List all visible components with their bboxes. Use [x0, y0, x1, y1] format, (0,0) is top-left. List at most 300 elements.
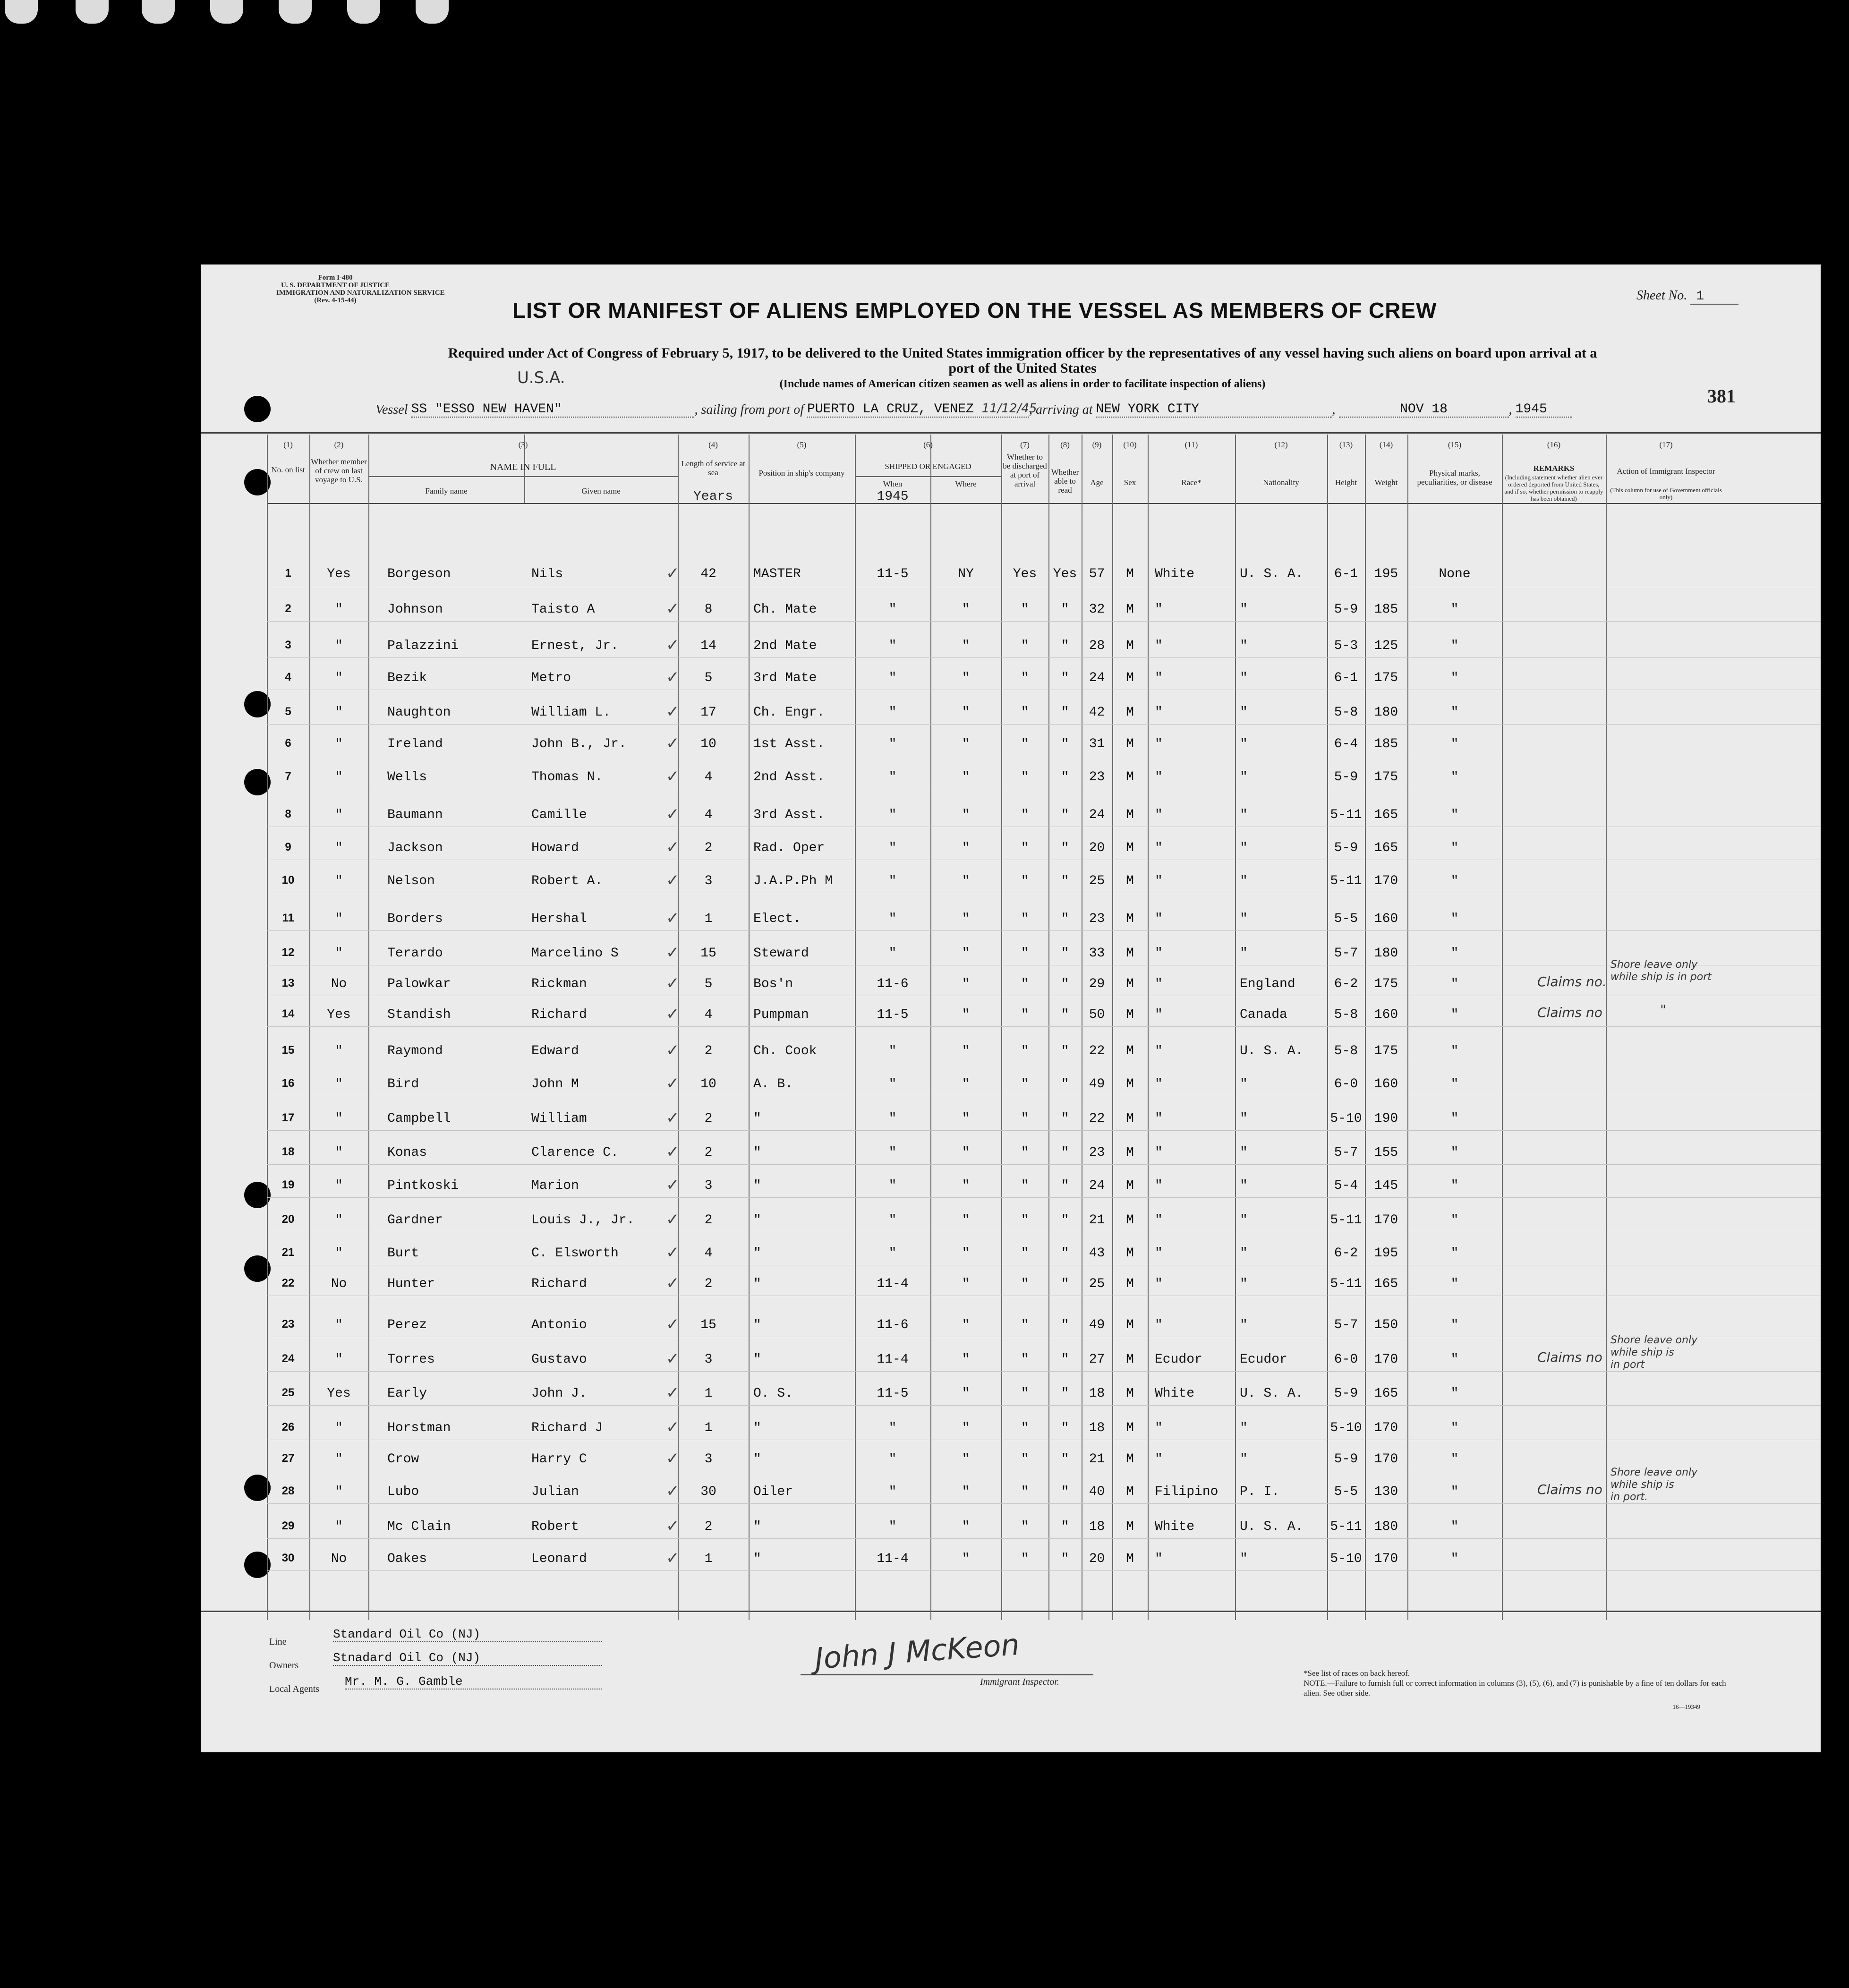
cell-family: Wells: [387, 770, 427, 785]
cell-discharged: ": [1021, 770, 1029, 785]
cell-years: 2: [704, 1044, 713, 1058]
cell-member: ": [335, 737, 343, 751]
cell-weight: 165: [1374, 808, 1398, 822]
cell-age: 24: [1089, 808, 1105, 822]
cell-years: 1: [704, 1552, 713, 1566]
cell-years: 3: [704, 1178, 713, 1193]
cell-years: 8: [704, 602, 713, 617]
cell-read: ": [1061, 1485, 1069, 1499]
cell-height: 5-7: [1334, 946, 1358, 961]
cell-physical: ": [1450, 1213, 1459, 1228]
col-where: Where: [955, 479, 977, 488]
cell-height: 5-5: [1334, 912, 1358, 926]
col-shipped: SHIPPED OR ENGAGED: [885, 462, 971, 471]
cell-where: NY: [958, 567, 974, 581]
checkmark-icon: ✓: [666, 1243, 680, 1262]
checkmark-icon: ✓: [666, 1041, 680, 1060]
cell-years: 15: [700, 946, 716, 961]
cell-weight: 130: [1374, 1485, 1398, 1499]
cell-discharged: ": [1021, 1277, 1029, 1291]
cell-no: 5: [285, 705, 291, 718]
cell-where: ": [962, 1552, 970, 1566]
cell-race: White: [1155, 1519, 1195, 1534]
cell-age: 27: [1089, 1352, 1105, 1367]
cell-when: ": [888, 841, 897, 855]
cell-height: 5-11: [1330, 808, 1362, 822]
cell-where: ": [962, 639, 970, 653]
cell-nationality: ": [1240, 737, 1248, 751]
cell-age: 21: [1089, 1452, 1105, 1467]
cell-discharged: ": [1021, 1246, 1029, 1261]
cell-height: 6-2: [1334, 977, 1358, 991]
cell-sex: M: [1126, 1007, 1134, 1022]
cell-nationality: P. I.: [1240, 1485, 1280, 1499]
cell-race: ": [1155, 1452, 1163, 1467]
cell-sex: M: [1126, 1277, 1134, 1291]
cell-where: ": [962, 1318, 970, 1332]
cell-given: Leonard: [531, 1552, 587, 1566]
cell-when: ": [888, 1111, 897, 1126]
cell-position: ": [753, 1352, 761, 1367]
cell-age: 23: [1089, 1145, 1105, 1160]
cell-years: 4: [704, 1007, 713, 1022]
cell-race: ": [1155, 1007, 1163, 1022]
manifest-sheet: Form I-480 U. S. DEPARTMENT OF JUSTICE IMMIGRATION AND NATURALIZATION SERVICE (Rev. 4-15-44) LIST OR MANIFEST OF ALIENS EMPLOYED ON THE VESSEL AS MEMBERS OF CREW Sheet No. 1 Required under Act of Congress of February 5, 1917, to be delivered to the United States immigration officer by the representatives of any vessel having such aliens on board upon arrival at a port of the United States (Include names of American citizen seamen as well as aliens in order to facilitate inspection of aliens) U.S.A. 381 Vessel SS "ESSO NEW HAVEN" , sailing from port of PUERTO LA CRUZ, VENEZ 11/12/45, arriving at NEW YORK CITY , NOV 18 , 1945 (1) (2) (3) (4) (5) (6) (7) (8) (9) (10) (11) (12) (13) (14) (15) (16) (17) No. on list Whether member of crew on last voyage to U.S. NAME IN FULL Family name Given name Length of service at sea Years Position in ship's company SHIPPED OR ENGAGED When 1945 Where Whether to be discharged at port of arrival Whether able to read Age Sex Race* Nationality Height Weight Physical marks, peculiarities, or disease REMARKS (Including statement whether alien ever ordered deported from United States, and if so, whether permission to reapply has been obtained) Action of Immigrant Inspector (This column for use of Government officials only) 1 Yes Borgeson Nils 42 MASTER 11-5 NY Yes Yes 57 M White U. S. A. 6-1 195 None ✓ 2 " Johnson Taisto A 8 Ch. Mate " " " " 32 M " " 5-9 185 " ✓ 3 " Palazzini Ernest, Jr. 14 2nd Mate " " " " 28 M " " 5-3 125 " ✓ 4 " Bezik Metro 5 3rd Mate " " " " 24 M " " 6-1 175 " ✓ 5 " Naughton William L. 17 Ch. Engr. " " " " 42 M " " 5-8 180 " ✓ 6 " Ireland John B., Jr. 10 1st Asst. " " " " 31 M " " 6-4 185 " ✓ 7 " Wells Thomas N. 4 2nd Asst. " " " " 23 M " " 5-9 175 " ✓ 8 " Baumann Camille 4 3rd Asst. " " " " 24 M " " 5-11 165 " ✓ 9 " Jackson Howard 2 Rad. Oper " " " " 20 M " " 5-9 165 " ✓ 10 " Nelson Robert A. 3 J.A.P.Ph M " " " " 25 M " " 5-11 170 " ✓ 11 " Borders Hershal 1 Elect. " " " " 23 M " " 5-5 160 " ✓ 12 " Terardo Marcelino S 15 Steward " " " " 33 M " " 5-7 180 " ✓ 13 No Palowkar Rickman 5 Bos'n 11-6 " " " 29 M " England 6-2 175 " ✓ Claims no. Shore leave only while ship is in port 14 Yes Standish Richard 4 Pumpman 11-5 " " " 50 M " Canada 5-8 160 " ✓ Claims no " 15 " Raymond Edward 2 Ch. Cook " " " " 22 M " U. S. A. 5-8 175 " ✓ 16 " Bird John M 10 A. B. " " " " 49 M " " 6-0 160 " ✓ 17 " Campbell William 2 " " " " " 22 M " " 5-10 190 " ✓ 18 " Konas Clarence C. 2 " " " " " 23 M " " 5-7 155 " ✓ 19 " Pintkoski Marion 3 " " " " " 24 M " " 5-4 145 " ✓ 20 " Gardner Louis J., Jr. 2 " " " " " 21 M " " 5-11 170 " ✓ 21 " Burt C. Elsworth 4 " " " " " 43 M " " 6-2 195 " ✓ 22 No Hunter Richard 2 " 11-4 " " " 25 M " " 5-11 165 " ✓ 23 " Perez Antonio 15 " 11-6 " " " 49 M " " 5-7 150 " ✓ 24 " Torres Gustavo 3 " 11-4 " " " 27 M Ecudor Ecudor 6-0 170 " ✓ Claims no Shore leave only while ship is in port 25 Yes Early John J. 1 O. S. 11-5 " " " 18 M White U. S. A. 5-9 165 " ✓ 26 " Horstman Richard J 1 " " " " " 18 M " " 5-10 170 " ✓ 27 " Crow Harry C 3 " " " " " 21 M " " 5-9 170 " ✓ 28 " Lubo Julian 30 Oiler " " " " 40 M Filipino P. I. 5-5 130 " ✓ Claims no Shore leave only while ship is in port. 29 " Mc Clain Robert 2 " " " " " 18 M White U. S. A. 5-11 180 " ✓ 30 No Oakes Leonard 1 " 11-4 " " " 20 M " " 5-10 170 " ✓ Line Standard Oil Co (NJ) Owners Stnadard Oil Co (NJ) Local Agents Mr. M. G. Gamble John J McKeon Immigrant Inspector. *See list of races on back hereof. NOTE.—Failure to furnish full or correct information in columns (3), (5), (6), and (7) is punishable by a fine of ten dollars for each alien. See other side. 16—19349: [201, 264, 1821, 1752]
cell-discharged: ": [1021, 639, 1029, 653]
cell-sex: M: [1126, 639, 1134, 653]
cell-discharged: ": [1021, 1485, 1029, 1499]
cell-family: Burt: [387, 1246, 419, 1261]
cell-family: Bird: [387, 1077, 419, 1092]
cell-sex: M: [1126, 946, 1134, 961]
col-nationality: Nationality: [1263, 478, 1299, 487]
cell-where: ": [962, 1246, 970, 1261]
cell-age: 18: [1089, 1421, 1105, 1435]
footnote: *See list of races on back hereof. NOTE.—Failure to furnish full or correct information in columns (3), (5), (6), and (7) is punishable by a fine of ten dollars for each alien. See other side. 16—19349: [1304, 1669, 1726, 1710]
cell-read: ": [1061, 1007, 1069, 1022]
cell-weight: 180: [1374, 946, 1398, 961]
cell-where: ": [962, 808, 970, 822]
cell-height: 5-10: [1330, 1111, 1362, 1126]
cell-member: ": [335, 808, 343, 822]
cell-given: Gustavo: [531, 1352, 587, 1367]
cell-physical: ": [1450, 737, 1459, 751]
cell-sex: M: [1126, 977, 1134, 991]
cell-where: ": [962, 1111, 970, 1126]
checkmark-icon: ✓: [666, 1143, 680, 1161]
cell-sex: M: [1126, 841, 1134, 855]
cell-weight: 180: [1374, 1519, 1398, 1534]
cell-height: 6-0: [1334, 1077, 1358, 1092]
vessel-name: SS "ESSO NEW HAVEN": [411, 402, 694, 418]
cell-race: ": [1155, 737, 1163, 751]
sheet-number: Sheet No. 1: [1636, 288, 1738, 305]
cell-when: ": [888, 671, 897, 685]
cell-discharged: ": [1021, 1111, 1029, 1126]
cell-read: ": [1061, 874, 1069, 888]
cell-height: 5-9: [1334, 1452, 1358, 1467]
cell-family: Hunter: [387, 1277, 435, 1291]
cell-when: 11-5: [877, 1007, 909, 1022]
cell-race: ": [1155, 671, 1163, 685]
cell-no: 17: [281, 1111, 295, 1124]
cell-weight: 165: [1374, 841, 1398, 855]
col-physical: Physical marks, peculiarities, or disease: [1417, 469, 1492, 486]
cell-no: 16: [281, 1077, 295, 1090]
cell-position: ": [753, 1213, 761, 1228]
cell-nationality: ": [1240, 1277, 1248, 1291]
cell-member: ": [335, 639, 343, 653]
cell-position: 3rd Asst.: [753, 808, 825, 822]
cell-when: ": [888, 770, 897, 785]
cell-nationality: ": [1240, 602, 1248, 617]
cell-member: ": [335, 1077, 343, 1092]
cell-no: 19: [281, 1178, 295, 1191]
cell-nationality: Ecudor: [1240, 1352, 1287, 1367]
cell-physical: ": [1450, 1485, 1459, 1499]
cell-family: Naughton: [387, 705, 451, 720]
cell-action: ": [1660, 1002, 1666, 1017]
cell-discharged: ": [1021, 808, 1029, 822]
cell-read: ": [1061, 602, 1069, 617]
cell-position: 2nd Mate: [753, 639, 817, 653]
cell-given: Marion: [531, 1178, 579, 1193]
cell-sex: M: [1126, 1213, 1134, 1228]
cell-race: ": [1155, 977, 1163, 991]
cell-sex: M: [1126, 874, 1134, 888]
cell-physical: ": [1450, 602, 1459, 617]
cell-nationality: ": [1240, 1318, 1248, 1332]
cell-position: ": [753, 1318, 761, 1332]
cell-sex: M: [1126, 1246, 1134, 1261]
cell-no: 10: [281, 874, 295, 887]
cell-years: 2: [704, 1519, 713, 1534]
cell-given: Taisto A: [531, 602, 595, 617]
cell-height: 5-9: [1334, 1386, 1358, 1401]
cell-position: Rad. Oper: [753, 841, 825, 855]
cell-race: ": [1155, 841, 1163, 855]
agents-value: Mr. M. G. Gamble: [345, 1674, 602, 1689]
cell-discharged: ": [1021, 1077, 1029, 1092]
col-weight: Weight: [1374, 478, 1398, 487]
port-to: NEW YORK CITY: [1096, 402, 1332, 418]
arrival-year: 1945: [1516, 402, 1572, 418]
cell-weight: 180: [1374, 705, 1398, 720]
cell-given: Richard J: [531, 1421, 603, 1435]
cell-weight: 165: [1374, 1386, 1398, 1401]
cell-given: Ernest, Jr.: [531, 639, 619, 653]
cell-weight: 160: [1374, 1007, 1398, 1022]
cell-when: ": [888, 1178, 897, 1193]
cell-where: ": [962, 1352, 970, 1367]
cell-where: ": [962, 874, 970, 888]
cell-weight: 185: [1374, 737, 1398, 751]
cell-position: A. B.: [753, 1077, 793, 1092]
stamped-number: 381: [1707, 385, 1736, 407]
cell-remarks: Claims no: [1537, 1482, 1602, 1497]
checkmark-icon: ✓: [666, 1005, 680, 1024]
cell-given: Richard: [531, 1007, 587, 1022]
cell-nationality: ": [1240, 1213, 1248, 1228]
cell-height: 5-10: [1330, 1552, 1362, 1566]
cell-given: Julian: [531, 1485, 579, 1499]
cell-height: 5-11: [1330, 874, 1362, 888]
cell-race: ": [1155, 946, 1163, 961]
cell-no: 27: [281, 1452, 295, 1465]
cell-nationality: ": [1240, 946, 1248, 961]
cell-no: 1: [285, 567, 291, 580]
cell-family: Perez: [387, 1318, 427, 1332]
col-member: Whether member of crew on last voyage to U.S.: [311, 457, 367, 484]
document-title: LIST OR MANIFEST OF ALIENS EMPLOYED ON THE VESSEL AS MEMBERS OF CREW: [512, 298, 1437, 323]
cell-physical: ": [1450, 705, 1459, 720]
checkmark-icon: ✓: [666, 1383, 680, 1402]
cell-member: ": [335, 770, 343, 785]
cell-nationality: ": [1240, 1452, 1248, 1467]
cell-when: ": [888, 737, 897, 751]
cell-discharged: Yes: [1013, 567, 1037, 581]
cell-discharged: ": [1021, 1519, 1029, 1534]
col-when: When: [883, 479, 903, 488]
cell-physical: None: [1439, 567, 1471, 581]
cell-family: Pintkoski: [387, 1178, 459, 1193]
cell-given: Richard: [531, 1277, 587, 1291]
cell-where: ": [962, 1485, 970, 1499]
cell-physical: ": [1450, 1145, 1459, 1160]
cell-race: ": [1155, 705, 1163, 720]
cell-family: Campbell: [387, 1111, 451, 1126]
cell-sex: M: [1126, 808, 1134, 822]
cell-where: ": [962, 1452, 970, 1467]
cell-weight: 145: [1374, 1178, 1398, 1193]
cell-age: 49: [1089, 1077, 1105, 1092]
cell-sex: M: [1126, 1352, 1134, 1367]
cell-physical: ": [1450, 770, 1459, 785]
cell-family: Konas: [387, 1145, 427, 1160]
cell-physical: ": [1450, 912, 1459, 926]
cell-position: Ch. Mate: [753, 602, 817, 617]
cell-discharged: ": [1021, 1421, 1029, 1435]
cell-nationality: Canada: [1240, 1007, 1287, 1022]
cell-when: 11-4: [877, 1277, 909, 1291]
cell-physical: ": [1450, 1552, 1459, 1566]
col-race: Race*: [1181, 478, 1201, 487]
cell-physical: ": [1450, 1452, 1459, 1467]
checkmark-icon: ✓: [666, 1418, 680, 1437]
cell-age: 25: [1089, 874, 1105, 888]
cell-no: 26: [281, 1421, 295, 1433]
cell-race: White: [1155, 1386, 1195, 1401]
cell-where: ": [962, 1007, 970, 1022]
cell-no: 20: [281, 1213, 295, 1226]
cell-physical: ": [1450, 1386, 1459, 1401]
film-edge-marks: [0, 0, 472, 33]
cell-race: ": [1155, 1318, 1163, 1332]
cell-member: Yes: [327, 567, 351, 581]
cell-race: Filipino: [1155, 1485, 1218, 1499]
cell-read: ": [1061, 808, 1069, 822]
cell-no: 4: [285, 671, 291, 683]
cell-position: ": [753, 1111, 761, 1126]
cell-years: 30: [700, 1485, 716, 1499]
cell-age: 40: [1089, 1485, 1105, 1499]
cell-weight: 195: [1374, 567, 1398, 581]
cell-given: Nils: [531, 567, 563, 581]
cell-weight: 170: [1374, 1213, 1398, 1228]
cell-family: Standish: [387, 1007, 451, 1022]
col-read: Whether able to read: [1051, 468, 1079, 495]
cell-member: ": [335, 602, 343, 617]
cell-read: ": [1061, 1145, 1069, 1160]
cell-member: ": [335, 946, 343, 961]
cell-read: ": [1061, 770, 1069, 785]
cell-years: 1: [704, 1386, 713, 1401]
checkmark-icon: ✓: [666, 1315, 680, 1334]
cell-sex: M: [1126, 1452, 1134, 1467]
cell-age: 23: [1089, 770, 1105, 785]
cell-read: ": [1061, 1111, 1069, 1126]
cell-family: Jackson: [387, 841, 443, 855]
cell-given: John J.: [531, 1386, 587, 1401]
cell-family: Early: [387, 1386, 427, 1401]
cell-race: ": [1155, 874, 1163, 888]
cell-where: ": [962, 1519, 970, 1534]
cell-position: O. S.: [753, 1386, 793, 1401]
cell-sex: M: [1126, 1318, 1134, 1332]
cell-sex: M: [1126, 737, 1134, 751]
cell-nationality: ": [1240, 874, 1248, 888]
cell-age: 50: [1089, 1007, 1105, 1022]
cell-family: Palazzini: [387, 639, 459, 653]
cell-when: ": [888, 1213, 897, 1228]
cell-height: 5-9: [1334, 602, 1358, 617]
cell-member: ": [335, 671, 343, 685]
cell-discharged: ": [1021, 737, 1029, 751]
cell-nationality: ": [1240, 705, 1248, 720]
cell-no: 18: [281, 1145, 295, 1158]
cell-family: Mc Clain: [387, 1519, 451, 1534]
cell-age: 57: [1089, 567, 1105, 581]
col-no: No. on list: [271, 465, 305, 474]
cell-weight: 125: [1374, 639, 1398, 653]
cell-height: 5-7: [1334, 1145, 1358, 1160]
cell-height: 6-1: [1334, 671, 1358, 685]
cell-weight: 175: [1374, 1044, 1398, 1058]
cell-weight: 155: [1374, 1145, 1398, 1160]
cell-nationality: ": [1240, 1246, 1248, 1261]
cell-when: ": [888, 1077, 897, 1092]
cell-member: ": [335, 1421, 343, 1435]
cell-no: 13: [281, 977, 295, 990]
cell-nationality: U. S. A.: [1240, 1386, 1304, 1401]
checkmark-icon: ✓: [666, 702, 680, 721]
cell-no: 2: [285, 602, 291, 615]
cell-read: ": [1061, 737, 1069, 751]
cell-family: Lubo: [387, 1485, 419, 1499]
cell-nationality: ": [1240, 1145, 1248, 1160]
cell-nationality: ": [1240, 671, 1248, 685]
cell-given: Camille: [531, 808, 587, 822]
cell-age: 42: [1089, 705, 1105, 720]
inspector-signature: John J McKeon Immigrant Inspector.: [782, 1630, 1141, 1696]
cell-years: 1: [704, 1421, 713, 1435]
cell-member: ": [335, 1352, 343, 1367]
cell-member: ": [335, 1213, 343, 1228]
cell-physical: ": [1450, 1519, 1459, 1534]
checkmark-icon: ✓: [666, 1210, 680, 1229]
cell-read: ": [1061, 977, 1069, 991]
subtitle-instruction: (Include names of American citizen seamen as well as aliens in order to facilitate inspection of aliens): [779, 378, 1266, 390]
cell-member: ": [335, 1452, 343, 1467]
checkmark-icon: ✓: [666, 1109, 680, 1127]
cell-when: ": [888, 1421, 897, 1435]
cell-no: 15: [281, 1044, 295, 1057]
arrival-date: NOV 18: [1339, 402, 1509, 418]
checkmark-icon: ✓: [666, 1349, 680, 1368]
cell-member: ": [335, 1485, 343, 1499]
checkmark-icon: ✓: [666, 871, 680, 890]
cell-years: 2: [704, 1145, 713, 1160]
cell-when: 11-4: [877, 1552, 909, 1566]
cell-nationality: ": [1240, 808, 1248, 822]
cell-family: Nelson: [387, 874, 435, 888]
cell-sex: M: [1126, 912, 1134, 926]
cell-age: 22: [1089, 1111, 1105, 1126]
cell-weight: 175: [1374, 977, 1398, 991]
cell-sex: M: [1126, 1111, 1134, 1126]
cell-position: ": [753, 1519, 761, 1534]
cell-read: ": [1061, 1044, 1069, 1058]
cell-no: 11: [282, 912, 294, 924]
cell-read: ": [1061, 671, 1069, 685]
cell-physical: ": [1450, 1352, 1459, 1367]
cell-read: ": [1061, 946, 1069, 961]
cell-member: ": [335, 1111, 343, 1126]
cell-physical: ": [1450, 977, 1459, 991]
cell-given: Louis J., Jr.: [531, 1213, 635, 1228]
col-sex: Sex: [1124, 478, 1136, 487]
cell-age: 29: [1089, 977, 1105, 991]
cell-family: Gardner: [387, 1213, 443, 1228]
cell-nationality: ": [1240, 1178, 1248, 1193]
cell-years: 5: [704, 671, 713, 685]
cell-physical: ": [1450, 1421, 1459, 1435]
cell-race: ": [1155, 912, 1163, 926]
cell-member: Yes: [327, 1007, 351, 1022]
cell-position: ": [753, 1145, 761, 1160]
cell-years: 3: [704, 874, 713, 888]
cell-no: 3: [285, 639, 291, 651]
cell-height: 5-4: [1334, 1178, 1358, 1193]
cell-given: Robert: [531, 1519, 579, 1534]
cell-read: ": [1061, 1552, 1069, 1566]
cell-race: ": [1155, 1044, 1163, 1058]
cell-when: 11-6: [877, 977, 909, 991]
col-action: Action of Immigrant Inspector: [1617, 467, 1715, 476]
cell-age: 18: [1089, 1386, 1105, 1401]
cell-age: 21: [1089, 1213, 1105, 1228]
cell-family: Raymond: [387, 1044, 443, 1058]
cell-position: ": [753, 1552, 761, 1566]
cell-read: ": [1061, 1277, 1069, 1291]
cell-member: ": [335, 1044, 343, 1058]
cell-family: Bezik: [387, 671, 427, 685]
cell-height: 5-11: [1330, 1213, 1362, 1228]
cell-position: Oiler: [753, 1485, 793, 1499]
port-from: PUERTO LA CRUZ, VENEZ 11/12/45: [807, 401, 1037, 417]
cell-family: Crow: [387, 1452, 419, 1467]
cell-member: ": [335, 874, 343, 888]
